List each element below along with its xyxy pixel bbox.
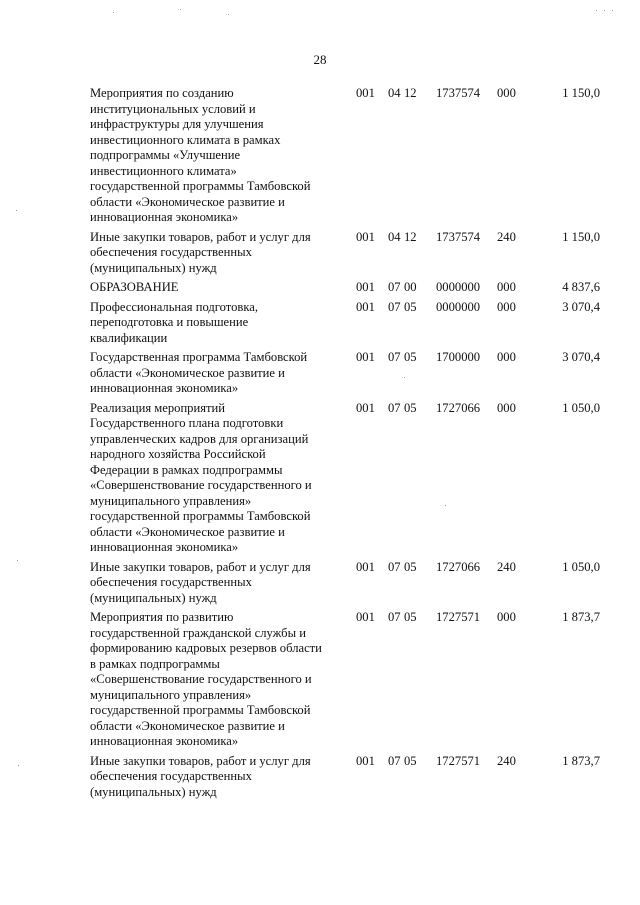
expense-type-code: 240 [497, 753, 516, 768]
scan-speck [404, 377, 405, 378]
row-description: Реализация мероприятий Государственного плана подготовки управленческих кадров для организаций народного хозяйства Российской Федерации в рамках подпрограммы «Совершенствование государственного и муниципального управления» государственной программы Тамбовской области «Экономическое развитие и инновационная экономика» [90, 400, 312, 554]
section-code: 07 [388, 299, 401, 314]
amount: 1 873,7 [562, 753, 600, 768]
expense-type-code: 000 [497, 86, 516, 100]
section-code: 04 [388, 86, 401, 100]
ministry-code: 001 [356, 299, 375, 314]
expense-type-code: 000 [497, 610, 516, 624]
target-article-code: 0000000 [436, 299, 481, 314]
expense-type-code: 000 [497, 400, 516, 415]
scan-speck [228, 14, 229, 15]
table-row [90, 280, 610, 296]
target-article-code: 1727066 [436, 559, 481, 574]
row-description: Иные закупки товаров, работ и услуг для обеспечения государственных (муниципальных) нужд [90, 559, 311, 605]
section-code: 07 [388, 610, 401, 624]
table-row [90, 300, 610, 347]
amount: 3 070,4 [562, 350, 600, 364]
scan-speck [596, 10, 597, 11]
page-number: 28 [313, 52, 327, 67]
table-row [90, 86, 610, 226]
subsection-code: 12 [404, 229, 417, 244]
scan-speck [612, 10, 613, 11]
subsection-code: 05 [404, 610, 417, 624]
table-row [90, 401, 610, 556]
scan-speck [16, 210, 17, 211]
scan-speck [17, 560, 18, 561]
expense-type-code: 240 [497, 229, 516, 244]
target-article-code: 1737574 [436, 229, 481, 244]
row-description: Государственная программа Тамбовской области «Экономическое развитие и инновационная экономика» [90, 350, 308, 395]
subsection-code: 05 [404, 753, 417, 768]
table-row [90, 560, 610, 607]
ministry-code: 001 [356, 350, 375, 364]
target-article-code: 1700000 [436, 350, 481, 364]
row-description: Иные закупки товаров, работ и услуг для обеспечения государственных (муниципальных) нужд [90, 753, 311, 799]
budget-table [90, 86, 610, 804]
section-code: 07 [388, 559, 401, 574]
ministry-code: 001 [356, 753, 375, 768]
amount: 4 837,6 [562, 280, 600, 294]
row-description: Мероприятия по созданию институциональных условий и инфраструктуры для улучшения инвестиционного климата в рамках подпрограммы «Улучшение инвестиционного климата» государственной программы Тамбовской области «Экономическое развитие и инновационная экономика» [90, 86, 311, 224]
subsection-code: 05 [404, 400, 417, 415]
ministry-code: 001 [356, 610, 375, 624]
subsection-code: 05 [404, 350, 417, 364]
table-row [90, 230, 610, 277]
target-article-code: 1727571 [436, 753, 481, 768]
ministry-code: 001 [356, 400, 375, 415]
table-row [90, 754, 610, 801]
expense-type-code: 000 [497, 350, 516, 364]
row-description: Иные закупки товаров, работ и услуг для обеспечения государственных (муниципальных) нужд [90, 229, 311, 275]
target-article-code: 1727571 [436, 610, 481, 624]
scan-speck [445, 505, 446, 506]
row-description: ОБРАЗОВАНИЕ [90, 280, 179, 294]
subsection-code: 00 [404, 280, 417, 294]
section-code: 07 [388, 400, 401, 415]
amount: 1 150,0 [562, 86, 600, 100]
expense-type-code: 000 [497, 280, 516, 294]
amount: 1 050,0 [562, 559, 600, 574]
scan-speck [604, 10, 605, 11]
row-description: Мероприятия по развитию государственной гражданской службы и формированию кадровых резервов области в рамках подпрограммы «Совершенствование государственного и муниципального управления» государственной программы Тамбовской области «Экономическое развитие и инновационная экономика» [90, 610, 322, 748]
expense-type-code: 240 [497, 559, 516, 574]
section-code: 07 [388, 280, 401, 294]
subsection-code: 05 [404, 559, 417, 574]
table-row [90, 610, 610, 750]
section-code: 07 [388, 753, 401, 768]
ministry-code: 001 [356, 559, 375, 574]
target-article-code: 1737574 [436, 86, 481, 100]
target-article-code: 1727066 [436, 400, 481, 415]
subsection-code: 05 [404, 299, 417, 314]
amount: 3 070,4 [562, 299, 600, 314]
scan-speck [113, 12, 114, 13]
section-code: 07 [388, 350, 401, 364]
amount: 1 050,0 [562, 400, 600, 415]
section-code: 04 [388, 229, 401, 244]
target-article-code: 0000000 [436, 280, 481, 294]
amount: 1 873,7 [562, 610, 600, 624]
ministry-code: 001 [356, 229, 375, 244]
amount: 1 150,0 [562, 229, 600, 244]
scan-speck [180, 9, 181, 10]
expense-type-code: 000 [497, 299, 516, 314]
subsection-code: 12 [404, 86, 417, 100]
ministry-code: 001 [356, 86, 375, 100]
scan-speck [18, 765, 19, 766]
ministry-code: 001 [356, 280, 375, 294]
table-row [90, 350, 610, 397]
row-description: Профессиональная подготовка, переподготовка и повышение квалификации [90, 299, 259, 345]
